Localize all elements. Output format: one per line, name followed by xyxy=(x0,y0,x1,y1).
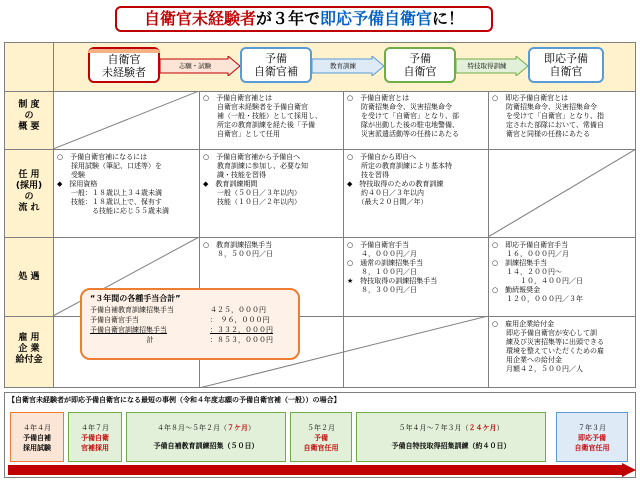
allowance-label: 予備自衛官手当 xyxy=(90,316,139,324)
timeline-step-label: 予備自補教育訓練招集（５０日） xyxy=(153,442,259,450)
allowance-summary-box xyxy=(80,288,300,360)
stage-ready-reserve xyxy=(528,47,604,83)
timeline-date-text: ４年８月～５年２月（ xyxy=(157,424,227,432)
timeline-step-date: ７年３月 xyxy=(578,424,606,432)
stage-reserve-candidate-label: 予備 自衛官補 xyxy=(254,52,298,78)
allowance-row xyxy=(90,325,290,335)
stage-untrained xyxy=(88,47,160,83)
timeline-arrow-icon xyxy=(8,463,636,477)
timeline-step-education xyxy=(126,412,286,462)
stage-reserve xyxy=(384,47,456,83)
allowance-summary-title: “３年間の各種手当合計” xyxy=(90,294,181,303)
timeline-step-label: 予備自衛 官補採用 xyxy=(81,434,109,452)
timeline-step-date: ５年２月 xyxy=(307,424,335,432)
allowance-row-total xyxy=(90,335,290,345)
arrow-label-training: 教育訓練 xyxy=(330,62,356,70)
row-label-employer-benefit: 雇 用 企 業 給付金 xyxy=(15,333,43,365)
timeline-heading: 【自衛官未経験者が即応予備自衛官になる最短の事例（令和４年度志願の予備自衛官補（一般））の場合】 xyxy=(8,396,341,404)
treatment-reserve: ○ 予備自衛官手当 ４，０００円／月 ○ 通常の訓練招集手当 ８，１００円／日 ★ 特技取得の訓練招集手当 ８，３００円／日 xyxy=(347,241,438,294)
stage-untrained-label: 自衛官 未経験者 xyxy=(102,53,146,79)
appointment-reserve-candidate: ○ 予備自衛官補から予備自へ 教育訓練に参加し、必要な知 識・技能を習得 ◆ 教育訓練期間 一般（５０日／３年以内） 技能（１０日／２年以内） xyxy=(203,153,308,206)
row-label-treatment: 処 遇 xyxy=(18,272,40,282)
timeline-date-text: ５年４月～７年３月（ xyxy=(398,424,469,432)
timeline-step-hire xyxy=(68,412,122,462)
timeline-step-ready-reserve-appointment xyxy=(556,412,628,462)
timeline-step-date: ４年４月 xyxy=(23,424,51,432)
allowance-value: ：３３２，０００円 xyxy=(210,326,273,334)
timeline-step-date xyxy=(357,423,545,433)
grid-line xyxy=(488,91,489,388)
appointment-reserve: ○ 予備自から即自へ 所定の教育訓練により基本特 技を習得 ◆ 特技取得のための教育訓練 約４０日／３年以内 （最大２０日間／年） xyxy=(347,153,452,206)
title-part-4: に！ xyxy=(432,9,465,28)
timeline-step-label: 予備 自衛官任用 xyxy=(303,434,339,452)
allowance-value: ： ９６，０００円 xyxy=(210,316,270,324)
timeline-step-label: 即応予備 自衛官任用 xyxy=(574,434,610,452)
overview-ready-reserve: ○ 即応予備自衛官とは 防衛招集命令、災害招集命令 を受けて「自衛官」となり、指 定された部隊において、常備自 衛官と同様の任務にあたる xyxy=(492,94,604,138)
treatment-ready-reserve: ○ 即応予備自衛官手当 １６，０００円／月 ○ 訓練招集手当 １４，２００円～ １０，４００円／日 ○ 勤続報奨金 １２０，０００円／３年 xyxy=(492,241,583,303)
title-part-2: が３年で xyxy=(255,9,320,28)
allowance-label: 予備自衛官訓練招集手当 xyxy=(90,326,167,334)
title-part-1: 自衛官未経験者 xyxy=(143,9,256,28)
allowance-row xyxy=(90,315,290,325)
timeline-step-skill-training xyxy=(356,412,546,462)
timeline-step-label: 予備自特技取得招集訓練（約４０日） xyxy=(391,442,511,450)
row-label-overview: 制 度 の 概 要 xyxy=(18,100,40,132)
allowance-label: 予備自補教育訓練招集手当 xyxy=(90,306,174,314)
allowance-value: ：８５３，０００円 xyxy=(210,336,273,344)
timeline-step-reserve-appointment xyxy=(290,412,352,462)
appointment-untrained: ○ 予備自衛官補になるには 採用試験（筆記、口述等）を 受験 ◆ 採用資格 一般：１８歳以上３４歳未満 技能：１８歳以上で、保有す る技能に応じ５５歳未満 xyxy=(57,153,169,215)
stage-reserve-label: 予備 自衛官 xyxy=(403,52,437,78)
arrow-label-application: 志願・試験 xyxy=(178,62,212,70)
allowance-value: ４２５，０００円 xyxy=(210,306,266,314)
timeline-duration: ７ケ月 xyxy=(227,424,248,432)
row-label-appointment: 任 用 (採用) の 流 れ xyxy=(15,170,43,213)
empty-cell-slash xyxy=(488,149,636,237)
overview-reserve-candidate: ○ 予備自衛官補とは 自衛官未経験者を予備自衛官 補（一般・技能）として採用し、 所定の教育訓練を経た後「予備 自衛官」として任用 xyxy=(203,94,322,138)
timeline-date-text: ） xyxy=(248,424,255,432)
overview-reserve: ○ 予備自衛官とは 防衛招集命令、災害招集命令 を受けて「自衛官」となり、部 隊が出動した後の駐屯地警備、 災害派遣活動等の任務にあたる xyxy=(347,94,459,138)
allowance-row xyxy=(90,305,290,315)
arrow-label-skill-training: 特技取得訓練 xyxy=(467,62,507,70)
employer-benefit-ready-reserve: ○ 雇用企業給付金 即応予備自衛官が安心して訓 練及び災害招集等に出頭できる 環境を整えていただくための雇 用企業への給付金 月額４２，５００円／人 xyxy=(492,320,604,373)
timeline-step-date xyxy=(127,423,285,433)
timeline-step-date: ４年７月 xyxy=(81,424,109,432)
page-title xyxy=(115,6,493,32)
title-part-3: 即応予備自衛官 xyxy=(320,9,433,28)
timeline-step-label: 予備自補 採用試験 xyxy=(23,434,51,452)
timeline-step-exam xyxy=(10,412,64,462)
stage-reserve-candidate xyxy=(240,47,312,83)
stage-ready-reserve-label: 即応予備 自衛官 xyxy=(544,52,588,78)
timeline-date-text: ） xyxy=(496,424,504,432)
timeline-duration: ２４ケ月 xyxy=(468,424,497,432)
treatment-reserve-candidate: ○ 教育訓練招集手当 ８，５００円／日 xyxy=(203,241,273,258)
empty-cell-slash xyxy=(53,91,199,149)
allowance-label: 計 xyxy=(146,336,154,344)
